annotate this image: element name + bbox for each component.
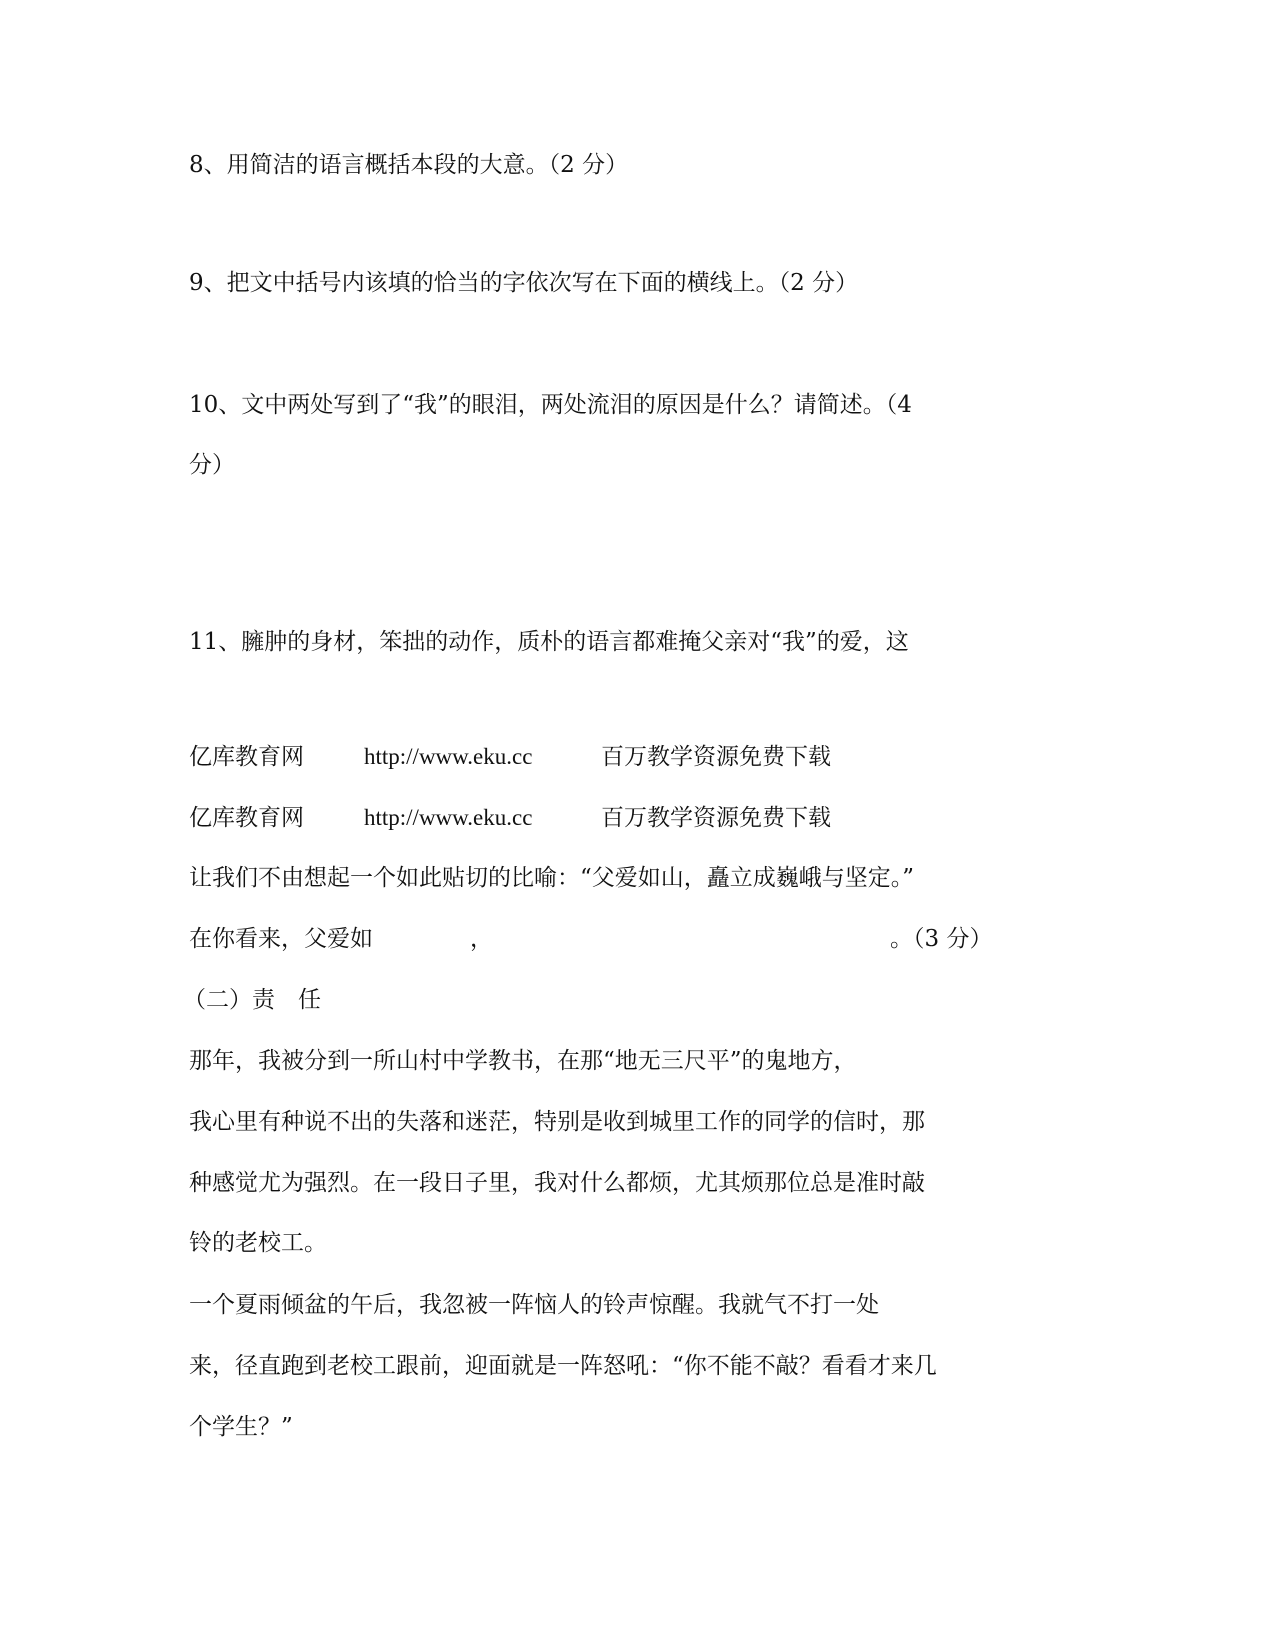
question-10-line-1: 10、文中两处写到了“我”的眼泪，两处流泪的原因是什么？请简述。（4 [189, 392, 912, 418]
question-11-line-3 [189, 924, 1009, 954]
paragraph-line: 种感觉尤为强烈。在一段日子里，我对什么都烦，尤其烦那位总是准时敲 [189, 1170, 925, 1196]
question-8: 8、用简洁的语言概括本段的大意。（2 分） [189, 152, 629, 178]
watermark-site: 亿库教育网 [189, 744, 304, 770]
watermark-line [189, 742, 831, 772]
section-heading: （二）责 任 [183, 987, 321, 1013]
paragraph-line: 那年，我被分到一所山村中学教书，在那“地无三尺平”的鬼地方， [189, 1048, 857, 1074]
fill-comma: ， [470, 926, 493, 952]
watermark-url: http://www.eku.cc [364, 744, 533, 769]
watermark-slogan: 百万教学资源免费下载 [601, 805, 831, 831]
question-10-line-2: 分） [189, 452, 235, 478]
question-11-line-1: 11、臃肿的身材，笨拙的动作，质朴的语言都难掩父亲对“我”的爱，这 [189, 629, 909, 655]
watermark-slogan: 百万教学资源免费下载 [601, 744, 831, 770]
fill-end: 。（3 分） [890, 926, 993, 952]
question-11-line-2: 让我们不由想起一个如此贴切的比喻：“父爱如山，矗立成巍峨与坚定。” [189, 865, 915, 891]
question-9: 9、把文中括号内该填的恰当的字依次写在下面的横线上。（2 分） [189, 270, 859, 296]
paragraph-line: 个学生？” [189, 1414, 293, 1440]
watermark-site: 亿库教育网 [189, 805, 304, 831]
paragraph-line: 一个夏雨倾盆的午后，我忽被一阵恼人的铃声惊醒。我就气不打一处 [189, 1292, 879, 1318]
paragraph-line: 来，径直跑到老校工跟前，迎面就是一阵怒吼：“你不能不敲？看看才来几 [189, 1353, 937, 1379]
fill-prompt: 在你看来，父爱如 [189, 926, 373, 952]
paragraph-line: 铃的老校工。 [189, 1230, 327, 1256]
watermark-url: http://www.eku.cc [364, 805, 533, 830]
watermark-line [189, 803, 831, 833]
paragraph-line: 我心里有种说不出的失落和迷茫，特别是收到城里工作的同学的信时，那 [189, 1109, 925, 1135]
